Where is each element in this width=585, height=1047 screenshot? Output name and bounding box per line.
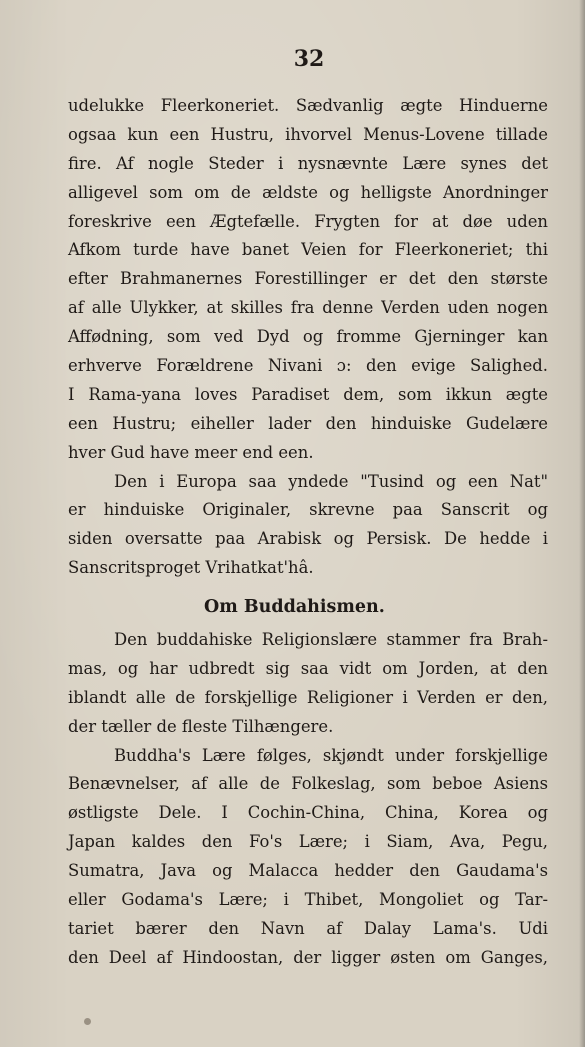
- text-line: er hinduiske Originaler, skrevne paa Sanscrit og: [68, 500, 548, 520]
- text-line: fire. Af nogle Steder i nysnævnte Lære synes det: [68, 153, 548, 173]
- text-line: hver Gud have meer end een.: [68, 442, 314, 462]
- page-edge-shadow: [579, 0, 585, 1047]
- text-line: tariet bærer den Navn af Dalay Lama's. Udi: [68, 918, 548, 938]
- text-line: der tæller de fleste Tilhængere.: [68, 716, 334, 736]
- text-line: Sumatra, Java og Malacca hedder den Gaudama's: [68, 861, 548, 881]
- paper-speck: [84, 1018, 91, 1025]
- text-line: eller Godama's Lære; i Thibet, Mongoliet og Tar-: [68, 890, 548, 910]
- text-line: siden oversatte paa Arabisk og Persisk. De hedde i: [68, 529, 548, 549]
- text-line: alligevel som om de ældste og helligste Anordninger: [68, 182, 548, 202]
- text-line: udelukke Fleerkoneriet. Sædvanlig ægte Hinduerne: [68, 96, 548, 115]
- text-line: iblandt alle de forskjellige Religioner i Verden er den,: [68, 687, 548, 707]
- text-line: erhverve Forældrene Nivani ɔ: den evige Salighed.: [68, 356, 548, 376]
- text-line: foreskrive een Ægtefælle. Frygten for at døe uden: [68, 211, 548, 231]
- text-line: Benævnelser, af alle de Folkeslag, som beboe Asiens: [68, 774, 548, 794]
- text-line: Afkom turde have banet Veien for Fleerkoneriet; thi: [68, 240, 548, 260]
- text-line: østligste Dele. I Cochin-China, China, Korea og: [68, 803, 548, 823]
- text-line: den Deel af Hindoostan, der ligger østen om Ganges,: [68, 947, 548, 967]
- text-line: Den buddahiske Religionslære stammer fra Brah-: [114, 630, 548, 650]
- text-line: I Rama-yana loves Paradiset dem, som ikkun ægte: [68, 384, 548, 404]
- page-number: 32: [293, 46, 325, 72]
- text-line: af alle Ulykker, at skilles fra denne Verden uden nogen: [68, 298, 548, 318]
- text-line: Den i Europa saa yndede "Tusind og een Nat": [114, 471, 548, 491]
- text-line: Sanscritsproget Vrihatkat'hâ.: [68, 558, 314, 578]
- text-line: Japan kaldes den Fo's Lære; i Siam, Ava, Pegu,: [68, 832, 548, 852]
- text-line: Affødning, som ved Dyd og fromme Gjerninger kan: [68, 327, 548, 347]
- text-line: Buddha's Lære følges, skjøndt under forskjellige: [114, 745, 548, 765]
- text-line: efter Brahmanernes Forestillinger er det den største: [68, 269, 548, 289]
- text-line: mas, og har udbredt sig saa vidt om Jorden, at den: [68, 658, 548, 678]
- body-text: [68, 92, 548, 973]
- text-line: een Hustru; eiheller lader den hinduiske Gudelære: [68, 413, 548, 433]
- section-heading: Om Buddahismen.: [204, 597, 385, 618]
- text-line: ogsaa kun een Hustru, ihvorvel Menus-Lovene tillade: [68, 124, 548, 144]
